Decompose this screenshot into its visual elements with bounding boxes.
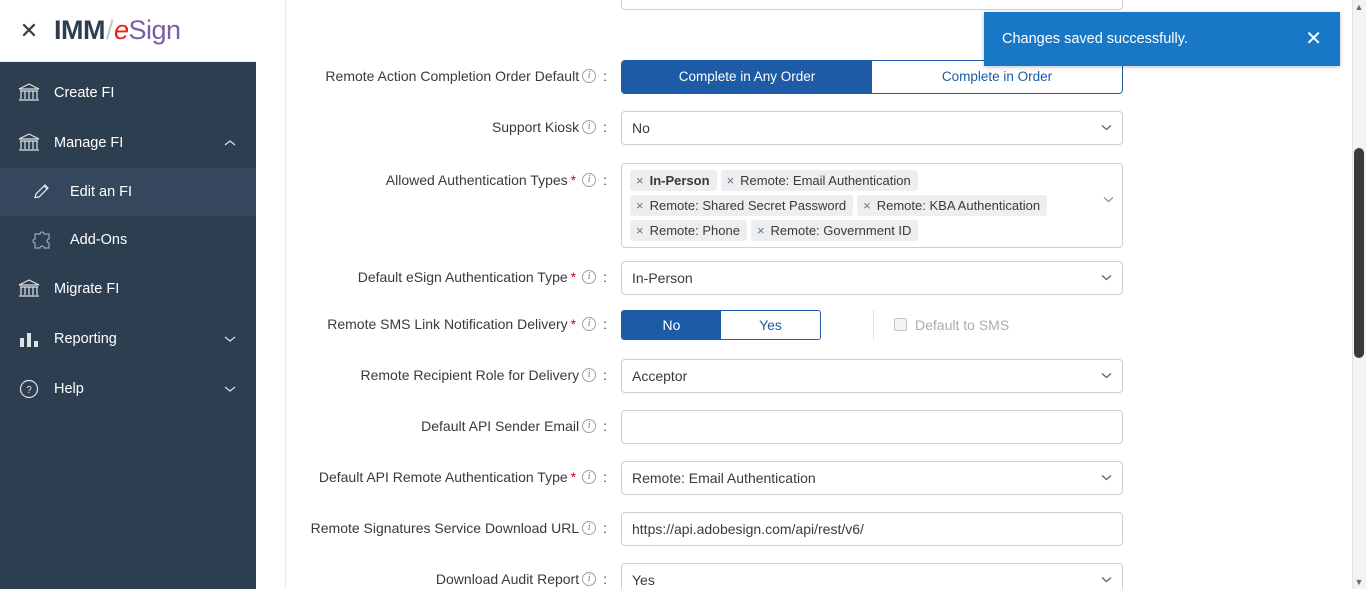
segment-option-any-order[interactable]: Complete in Any Order <box>622 61 872 93</box>
form-label <box>286 367 621 384</box>
select-value: In-Person <box>632 269 693 286</box>
question-circle-icon <box>18 379 48 399</box>
chart-bar-icon <box>18 329 48 349</box>
chevron-up-icon <box>224 135 238 151</box>
select-value: Remote: Email Authentication <box>632 469 816 486</box>
chevron-down-icon <box>1098 372 1112 379</box>
chevron-down-icon[interactable] <box>1103 194 1114 206</box>
sidebar-item-label: Help <box>54 381 84 397</box>
form-row-default-esign-authentication-type <box>286 248 1366 299</box>
form-label <box>286 269 621 286</box>
sidebar-item-label: Migrate FI <box>54 281 120 297</box>
label-text: Remote SMS Link Notification Delivery <box>327 316 568 333</box>
main-content <box>256 0 1366 589</box>
puzzle-icon <box>32 230 62 250</box>
sidebar-item-reporting[interactable] <box>0 314 256 364</box>
default-to-sms-checkbox[interactable] <box>894 318 907 331</box>
info-icon[interactable]: i <box>582 521 596 535</box>
remote-recipient-role-select[interactable] <box>621 359 1123 393</box>
chevron-down-icon <box>224 331 238 347</box>
toggle-option-no[interactable]: No <box>622 311 721 339</box>
form-label <box>286 571 621 588</box>
vertical-scrollbar[interactable] <box>1352 0 1366 589</box>
app-logo <box>54 15 181 46</box>
scroll-down-arrow-icon[interactable]: ▼ <box>1354 577 1364 587</box>
segment-option-in-order[interactable]: Complete in Order <box>872 61 1122 93</box>
label-text: Default API Sender Email <box>421 418 580 435</box>
default-to-sms-checkbox-group[interactable] <box>873 310 1009 340</box>
tag-label: Remote: Shared Secret Password <box>649 198 847 213</box>
tag-label: Remote: Phone <box>649 223 740 238</box>
info-icon[interactable]: i <box>582 120 596 134</box>
info-icon[interactable]: i <box>582 470 596 484</box>
remote-sms-toggle[interactable] <box>621 310 821 340</box>
bank-arrow-icon <box>18 279 48 299</box>
form-label <box>286 68 621 85</box>
bank-plus-icon <box>18 83 48 103</box>
close-icon[interactable]: ✕ <box>19 17 39 43</box>
label-colon: : <box>603 469 607 486</box>
tag-label: Remote: KBA Authentication <box>876 198 1041 213</box>
label-colon: : <box>603 520 607 537</box>
sidebar-item-help[interactable] <box>0 364 256 414</box>
form-row-default-api-sender-email <box>286 401 1366 452</box>
tag-remove-icon[interactable]: × <box>756 223 765 238</box>
scrollbar-thumb[interactable] <box>1354 148 1364 358</box>
toast-notification <box>984 12 1340 66</box>
form-label <box>286 520 621 537</box>
chevron-down-icon <box>1098 124 1112 131</box>
sidebar-item-label: Reporting <box>54 331 117 347</box>
logo-imm: IMM <box>54 15 105 45</box>
info-icon[interactable]: i <box>582 69 596 83</box>
label-colon: : <box>603 367 607 384</box>
tag-remove-icon[interactable]: × <box>726 173 735 188</box>
label-text: Remote Recipient Role for Delivery <box>360 367 580 384</box>
tag-label: In-Person <box>649 173 710 188</box>
sidebar <box>0 0 256 589</box>
label-colon: : <box>603 316 607 333</box>
select-value: No <box>632 119 650 136</box>
sidebar-item-migrate-fi[interactable] <box>0 264 256 314</box>
label-text: Download Audit Report <box>435 571 580 588</box>
logo-sign: Sign <box>128 15 181 45</box>
label-colon: : <box>603 418 607 435</box>
allowed-authentication-types-multiselect[interactable] <box>621 163 1123 248</box>
label-text: Remote Action Completion Order Default <box>325 68 580 85</box>
support-kiosk-select[interactable] <box>621 111 1123 145</box>
chevron-down-icon <box>224 381 238 397</box>
tag-remove-icon[interactable]: × <box>636 223 644 238</box>
label-colon: : <box>603 571 607 588</box>
info-icon[interactable]: i <box>582 419 596 433</box>
bank-gear-icon <box>18 133 48 153</box>
label-text: Default eSign Authentication Type <box>357 269 568 286</box>
sidebar-header <box>0 0 256 62</box>
sidebar-subitem-label: Add-Ons <box>70 232 128 248</box>
required-asterisk: * <box>570 469 577 486</box>
tag-label: Remote: Government ID <box>770 223 912 238</box>
sidebar-subitem-label: Edit an FI <box>70 184 133 200</box>
svg-text:?: ? <box>26 385 32 396</box>
required-asterisk: * <box>570 316 577 333</box>
label-colon: : <box>603 68 607 85</box>
tag-remote-shared-secret-password[interactable] <box>630 195 853 216</box>
sidebar-item-edit-an-fi[interactable] <box>0 168 256 216</box>
info-icon[interactable]: i <box>582 173 596 187</box>
settings-form <box>286 0 1366 589</box>
form-row-remote-recipient-role <box>286 350 1366 401</box>
label-text: Support Kiosk <box>491 119 580 136</box>
remote-signatures-service-download-url-input[interactable] <box>621 512 1123 546</box>
sidebar-item-manage-fi[interactable] <box>0 118 256 168</box>
label-colon: : <box>603 171 607 188</box>
info-icon[interactable]: i <box>582 270 596 284</box>
sidebar-item-label: Manage FI <box>54 135 124 151</box>
default-to-sms-label: Default to SMS <box>915 316 1010 333</box>
required-asterisk: * <box>570 171 577 188</box>
sidebar-item-create-fi[interactable] <box>0 68 256 118</box>
default-esign-authentication-type-select[interactable] <box>621 261 1123 295</box>
tag-remote-phone[interactable] <box>630 220 747 241</box>
label-text: Default API Remote Authentication Type <box>318 469 568 486</box>
chevron-down-icon <box>1098 274 1112 281</box>
toggle-option-yes[interactable]: Yes <box>721 311 820 339</box>
sidebar-item-add-ons[interactable] <box>0 216 256 264</box>
form-label <box>286 418 621 435</box>
tag-remove-icon[interactable]: × <box>636 173 644 188</box>
form-row-remote-sms-link-notification-delivery <box>286 299 1366 350</box>
sidebar-item-label: Create FI <box>54 85 115 101</box>
info-icon[interactable]: i <box>582 572 596 586</box>
default-api-sender-email-input[interactable] <box>621 410 1123 444</box>
form-row-support-kiosk <box>286 102 1366 153</box>
tag-in-person[interactable] <box>630 170 717 191</box>
form-label <box>286 316 621 333</box>
scroll-up-arrow-icon[interactable]: ▲ <box>1354 2 1364 12</box>
chevron-down-icon <box>1098 576 1112 583</box>
sidebar-nav <box>0 62 256 414</box>
label-text: Remote Signatures Service Download URL <box>310 520 580 537</box>
form-label <box>286 119 621 136</box>
label-colon: : <box>603 119 607 136</box>
select-value: Yes <box>632 571 655 588</box>
partial-select-top[interactable] <box>621 0 1123 10</box>
chevron-down-icon <box>1098 474 1112 481</box>
toast-message: Changes saved successfully. <box>1002 31 1188 47</box>
tag-remote-email-authentication[interactable] <box>721 170 918 191</box>
info-icon[interactable]: i <box>582 317 596 331</box>
pencil-icon <box>32 182 62 202</box>
content-left-gutter <box>256 0 286 589</box>
form-label <box>286 469 621 486</box>
form-row-default-api-remote-authentication-type <box>286 452 1366 503</box>
logo-slash: / <box>105 15 113 45</box>
form-label <box>286 163 621 197</box>
default-api-remote-authentication-type-select[interactable] <box>621 461 1123 495</box>
label-text: Allowed Authentication Types <box>385 171 568 188</box>
form-row-download-audit-report <box>286 554 1366 589</box>
tag-remote-government-id[interactable] <box>751 220 918 241</box>
label-colon: : <box>603 269 607 286</box>
select-value: Acceptor <box>632 367 688 384</box>
tag-remove-icon[interactable]: × <box>636 198 644 213</box>
tag-label: Remote: Email Authentication <box>740 173 911 188</box>
download-audit-report-select[interactable] <box>621 563 1123 589</box>
tag-remote-kba-authentication[interactable] <box>857 195 1047 216</box>
close-icon[interactable]: ✕ <box>1305 28 1322 50</box>
tag-remove-icon[interactable]: × <box>863 198 871 213</box>
form-row-allowed-authentication-types <box>286 153 1366 248</box>
form-row-remote-signatures-service-download-url <box>286 503 1366 554</box>
logo-e: e <box>114 15 129 45</box>
required-asterisk: * <box>570 269 577 286</box>
info-icon[interactable]: i <box>582 368 596 382</box>
